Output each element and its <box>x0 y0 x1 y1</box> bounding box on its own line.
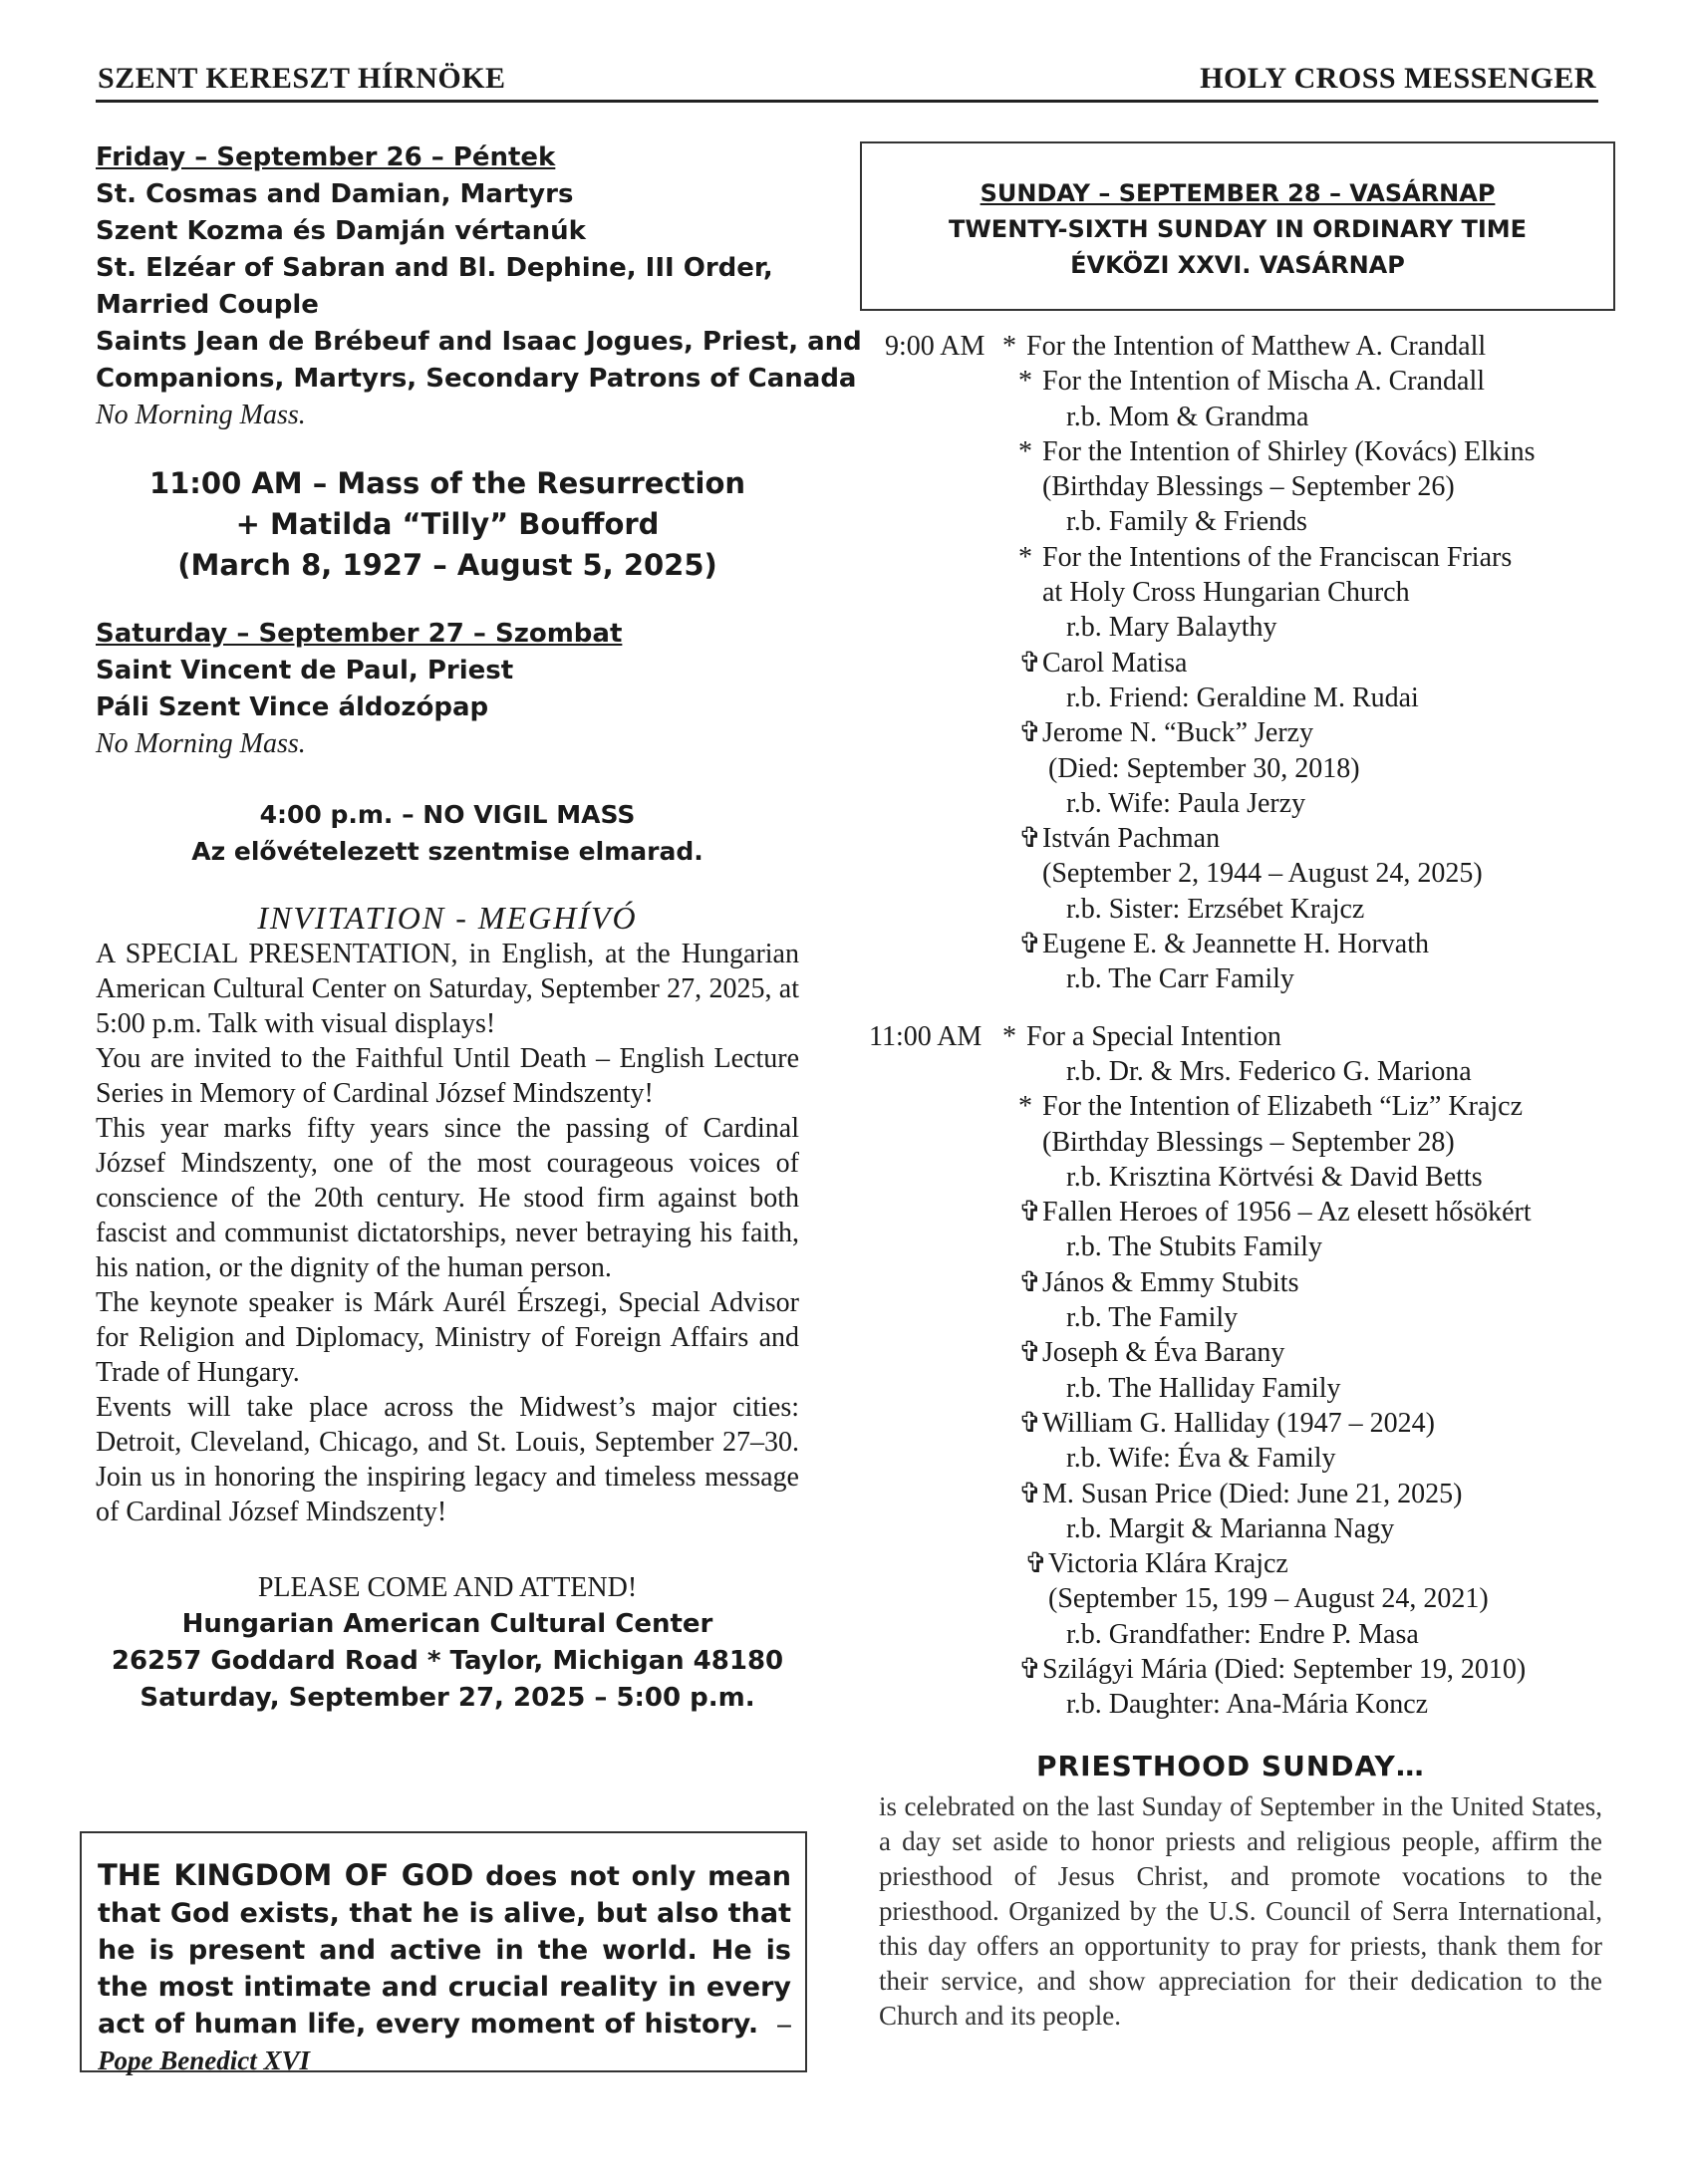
invitation-paragraph: The keynote speaker is Márk Aurél Érszegi, Special Advisor for Religion and Diplomacy, Ministry of Foreign Affairs and Trade of Hungary. <box>96 1287 799 1388</box>
cross-icon: ✞ <box>1018 929 1042 960</box>
mass-intention-row <box>877 610 1614 645</box>
mass-intention-row <box>877 1300 1614 1335</box>
priesthood-text: is celebrated on the last Sunday of September in the United States, a day set aside to honor priests and religious people, affirm the priesthood of Jesus Christ, and promote vocations to the priesthood. Organized by the U.S. Council of Serra International, this day offers an opportunity to pray for priests, thank them for their service, and show appreciation for their dedication to the Church and its people. <box>879 1791 1602 2031</box>
resurrection-line: 11:00 AM – Mass of the Resurrection <box>148 466 746 500</box>
mass-intention-row <box>877 1652 1614 1687</box>
asterisk-icon: * <box>1018 366 1032 398</box>
mass-intention-row <box>877 329 1614 364</box>
invitation-body <box>96 937 799 1529</box>
mass-intention-text: M. Susan Price (Died: June 21, 2025) <box>1042 1478 1463 1509</box>
quote-lead: THE KINGDOM OF GOD <box>98 1858 474 1892</box>
saturday-line: Páli Szent Vince áldozópap <box>96 692 489 722</box>
saturday-heading: Saturday – September 27 – Szombat <box>96 619 623 649</box>
cross-icon: ✞ <box>1018 1266 1042 1298</box>
attend-line: 26257 Goddard Road * Taylor, Michigan 48180 <box>111 1646 784 1676</box>
header-title-english: HOLY CROSS MESSENGER <box>1200 62 1596 95</box>
left-column <box>96 139 862 1717</box>
mass-intention-text: For the Intention of Matthew A. Crandall <box>1026 331 1487 362</box>
mass-intention-text: r.b. Mom & Grandma <box>1066 401 1309 432</box>
mass-intention-text: (September 2, 1944 – August 24, 2025) <box>1042 858 1483 890</box>
vigil-notice <box>96 796 799 870</box>
mass-group-gap <box>877 997 1614 1019</box>
mass-intention-row <box>877 469 1614 504</box>
invitation-paragraph: You are invited to the Faithful Until Death – English Lecture Series in Memory of Cardinal József Mindszenty! <box>96 1043 799 1109</box>
mass-intention-text: r.b. Dr. & Mrs. Federico G. Mariona <box>1066 1055 1472 1087</box>
mass-intention-text: r.b. The Carr Family <box>1066 963 1294 995</box>
cross-icon: ✞ <box>1018 1478 1042 1509</box>
mass-intentions <box>869 329 1614 1723</box>
mass-intention-row <box>877 1511 1614 1546</box>
mass-intention-text: Victoria Klára Krajcz <box>1048 1548 1288 1580</box>
mass-intention-row <box>877 364 1614 399</box>
mass-intention-row <box>877 751 1614 786</box>
mass-intention-row <box>877 1687 1614 1722</box>
mass-intention-text: r.b. Grandfather: Endre P. Masa <box>1066 1618 1419 1650</box>
friday-line: Saints Jean de Brébeuf and Isaac Jogues, Priest, and <box>96 327 862 357</box>
asterisk-icon: * <box>1002 331 1016 362</box>
cross-icon: ✞ <box>1018 1407 1042 1439</box>
mass-intention-text: Szilágyi Mária (Died: September 19, 2010) <box>1042 1653 1527 1685</box>
mass-intention-row <box>877 434 1614 469</box>
mass-time: 9:00 AM <box>885 331 985 362</box>
asterisk-icon: * <box>1018 1091 1032 1123</box>
mass-intention-text: Jerome N. “Buck” Jerzy <box>1042 717 1314 749</box>
mass-intention-row <box>877 1160 1614 1195</box>
attend-block <box>96 1569 799 1717</box>
mass-intention-row <box>877 1441 1614 1476</box>
asterisk-icon: * <box>1002 1020 1016 1052</box>
cross-icon: ✞ <box>1018 823 1042 855</box>
mass-intention-row <box>877 892 1614 927</box>
saturday-note: No Morning Mass. <box>96 728 306 759</box>
mass-intention-text: István Pachman <box>1042 823 1221 855</box>
asterisk-icon: * <box>1018 541 1032 573</box>
quote-box <box>80 1831 807 2075</box>
mass-intention-row <box>877 1477 1614 1511</box>
mass-intention-row <box>877 715 1614 750</box>
asterisk-icon: * <box>1018 435 1032 467</box>
friday-line: Married Couple <box>96 290 319 320</box>
invitation-paragraph: Events will take place across the Midwest’s major cities: Detroit, Cleveland, Chicago, and St. Louis, September 27–30. Join us in honoring the inspiring legacy and timeless message of Cardinal József Mindszenty! <box>96 1392 799 1527</box>
mass-intention-text: Carol Matisa <box>1042 647 1188 679</box>
mass-intention-text: r.b. Krisztina Körtvési & David Betts <box>1066 1161 1483 1193</box>
mass-intention-text: r.b. Daughter: Ana-Mária Koncz <box>1066 1689 1429 1721</box>
friday-line: St. Elzéar of Sabran and Bl. Dephine, III Order, <box>96 253 773 283</box>
mass-intention-text: Eugene E. & Jeannette H. Horvath <box>1042 929 1429 960</box>
mass-intention-row <box>877 504 1614 539</box>
mass-intention-text: at Holy Cross Hungarian Church <box>1042 577 1410 609</box>
mass-intention-text: (Birthday Blessings – September 26) <box>1042 471 1455 503</box>
mass-intention-row <box>877 575 1614 610</box>
page-header <box>96 60 1598 103</box>
sunday-heading: SUNDAY – SEPTEMBER 28 – VASÁRNAP <box>980 179 1496 207</box>
mass-intention-text: Joseph & Éva Barany <box>1042 1337 1285 1369</box>
quote-author: – Pope Benedict XVI <box>98 2009 791 2075</box>
friday-line: Szent Kozma és Damján vértanúk <box>96 216 586 246</box>
friday-heading: Friday – September 26 – Péntek <box>96 142 556 172</box>
mass-intention-text: r.b. Margit & Marianna Nagy <box>1066 1512 1395 1544</box>
sunday-subheading-hungarian: ÉVKÖZI XXVI. VASÁRNAP <box>1070 251 1405 279</box>
mass-intention-text: r.b. Wife: Éva & Family <box>1066 1443 1336 1475</box>
mass-intention-row <box>877 1195 1614 1229</box>
mass-intention-text: r.b. Friend: Geraldine M. Rudai <box>1066 682 1419 713</box>
quote-body: does not only mean that God exists, that he is alive, but also that he is present and active in the world. He is the most intimate and crucial reality in every act of human life, every moment of history. <box>98 1861 791 2040</box>
attend-line: Hungarian American Cultural Center <box>181 1609 713 1639</box>
mass-intention-row <box>877 961 1614 996</box>
mass-intention-text: r.b. Sister: Erzsébet Krajcz <box>1066 893 1365 925</box>
mass-intention-text: r.b. Family & Friends <box>1066 506 1307 538</box>
mass-intention-row <box>877 1406 1614 1441</box>
mass-intention-text: r.b. The Family <box>1066 1302 1239 1334</box>
cross-icon: ✞ <box>1018 717 1042 749</box>
mass-intention-text: For the Intentions of the Franciscan Friars <box>1042 541 1513 573</box>
mass-intention-text: r.b. The Stubits Family <box>1066 1231 1322 1263</box>
resurrection-line: (March 8, 1927 – August 5, 2025) <box>177 548 717 582</box>
mass-intention-text: János & Emmy Stubits <box>1042 1266 1299 1298</box>
friday-note: No Morning Mass. <box>96 400 306 430</box>
mass-intention-text: For the Intention of Mischa A. Crandall <box>1042 366 1486 398</box>
attend-line: Saturday, September 27, 2025 – 5:00 p.m. <box>140 1683 755 1713</box>
mass-intention-row <box>877 1371 1614 1406</box>
mass-intention-row <box>877 856 1614 891</box>
friday-section <box>96 139 862 433</box>
saturday-section <box>96 616 799 762</box>
mass-intention-row <box>877 1581 1614 1616</box>
cross-icon: ✞ <box>1018 647 1042 679</box>
mass-intention-text: r.b. The Halliday Family <box>1066 1372 1341 1404</box>
quote-text <box>98 1857 791 2079</box>
mass-time: 11:00 AM <box>869 1020 983 1052</box>
mass-intention-row <box>877 681 1614 715</box>
mass-intention-row <box>869 1019 1614 1054</box>
mass-intention-row <box>877 1229 1614 1264</box>
cross-icon: ✞ <box>1018 1337 1042 1369</box>
mass-intention-text: (September 15, 199 – August 24, 2021) <box>1048 1583 1489 1615</box>
mass-intention-row <box>877 1265 1614 1300</box>
cross-icon: ✞ <box>1024 1548 1048 1580</box>
cross-icon: ✞ <box>1018 1653 1042 1685</box>
mass-intention-text: r.b. Mary Balaythy <box>1066 612 1277 644</box>
mass-intention-row <box>877 821 1614 856</box>
mass-intention-text: For a Special Intention <box>1026 1020 1281 1052</box>
vigil-line: 4:00 p.m. – NO VIGIL MASS <box>259 800 636 829</box>
resurrection-line: + Matilda “Tilly” Boufford <box>235 507 660 541</box>
mass-intention-row <box>877 1546 1614 1581</box>
sunday-subheading: TWENTY-SIXTH SUNDAY IN ORDINARY TIME <box>948 215 1528 243</box>
invitation-paragraph: A SPECIAL PRESENTATION, in English, at the Hungarian American Cultural Center on Saturday, September 27, 2025, at 5:00 p.m. Talk with visual displays! <box>96 939 799 1039</box>
invitation-title: INVITATION - MEGHÍVÓ <box>257 900 638 936</box>
attend-line: PLEASE COME AND ATTEND! <box>257 1572 638 1603</box>
mass-intention-text: (Died: September 30, 2018) <box>1048 752 1360 784</box>
cross-icon: ✞ <box>1018 1197 1042 1228</box>
mass-intention-row <box>877 786 1614 821</box>
mass-intention-row <box>877 1125 1614 1160</box>
mass-intention-row <box>877 646 1614 681</box>
mass-intention-row <box>877 1089 1614 1124</box>
mass-intention-row <box>877 1335 1614 1370</box>
vigil-line: Az elővételezett szentmise elmarad. <box>191 837 703 866</box>
mass-intention-row <box>877 1617 1614 1652</box>
resurrection-mass <box>96 463 799 586</box>
header-title-hungarian: SZENT KERESZT HÍRNÖKE <box>98 62 506 95</box>
mass-intention-text: For the Intention of Shirley (Kovács) Elkins <box>1042 435 1536 467</box>
invitation-paragraph: This year marks fifty years since the passing of Cardinal József Mindszenty, one of the most courageous voices of conscience of the 20th century. He stood firm against both fascist and communist dictatorships, never betraying his faith, his nation, or the dignity of the human person. <box>96 1113 799 1283</box>
friday-line: Companions, Martyrs, Secondary Patrons of Canada <box>96 364 857 394</box>
mass-intention-text: r.b. Wife: Paula Jerzy <box>1066 787 1306 819</box>
mass-intention-text: (Birthday Blessings – September 28) <box>1042 1126 1455 1158</box>
mass-intention-text: For the Intention of Elizabeth “Liz” Krajcz <box>1042 1091 1524 1123</box>
mass-intention-row <box>877 927 1614 961</box>
mass-intention-text: William G. Halliday (1947 – 2024) <box>1042 1407 1435 1439</box>
priesthood-title: PRIESTHOOD SUNDAY… <box>1036 1750 1425 1782</box>
saturday-line: Saint Vincent de Paul, Priest <box>96 656 514 685</box>
friday-line: St. Cosmas and Damian, Martyrs <box>96 179 574 209</box>
mass-intention-row <box>877 400 1614 434</box>
mass-intention-row <box>877 540 1614 575</box>
mass-intention-text: Fallen Heroes of 1956 – Az elesett hősökért <box>1042 1197 1532 1228</box>
mass-intention-row <box>877 1054 1614 1089</box>
sunday-box <box>860 141 1615 311</box>
